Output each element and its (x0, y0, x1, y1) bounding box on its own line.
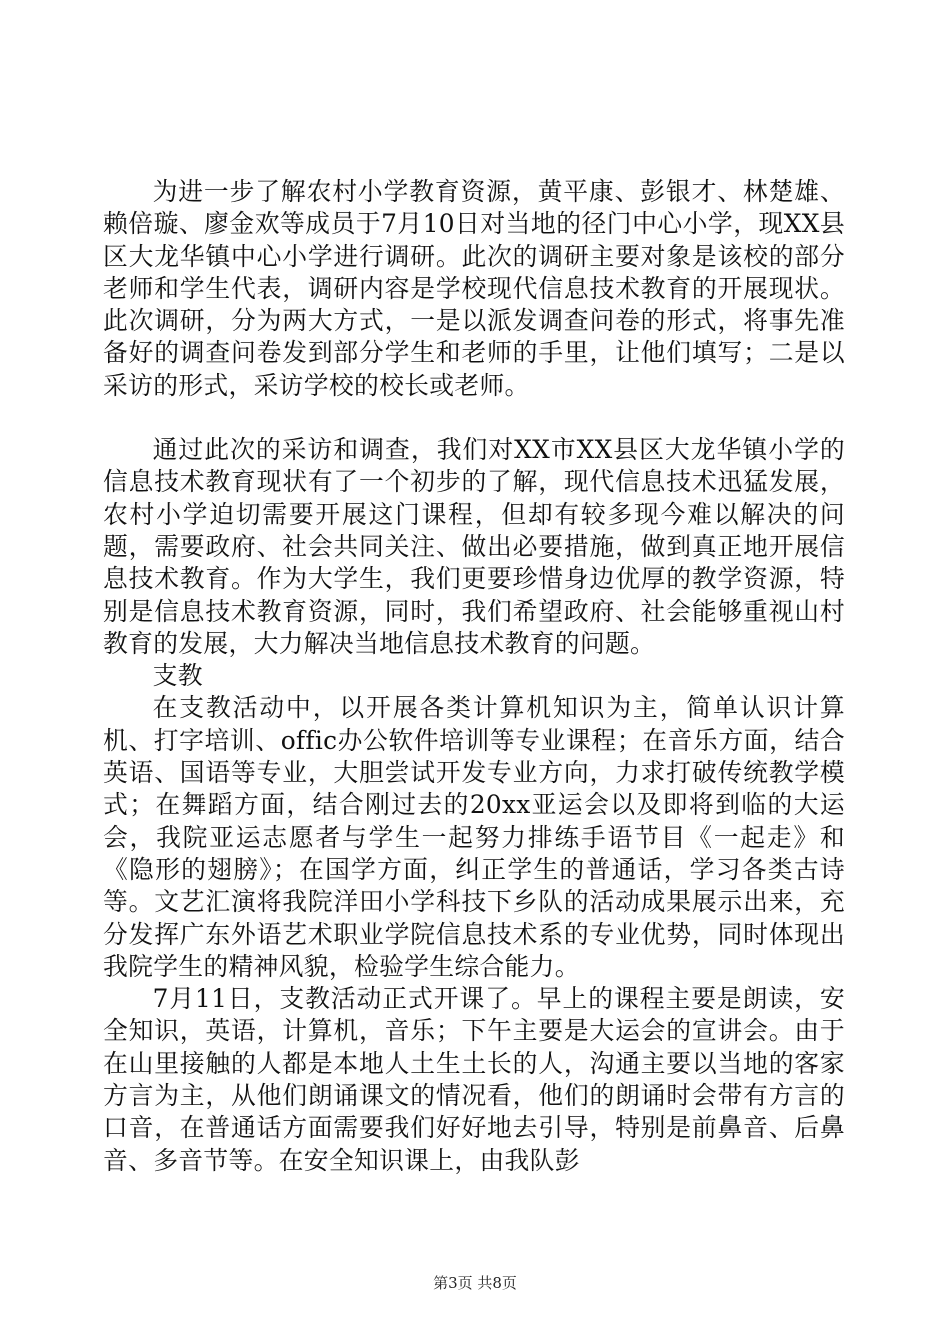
paragraph-first-class-day: 7月11日，支教活动正式开课了。早上的课程主要是朗读，安全知识，英语，计算机，音乐；下午主要是大运会的宣讲会。由于在山里接触的人都是本地人土生土长的人，沟通主要以当地的客家方言为主，从他们朗诵课文的情况看，他们的朗诵时会带有方言的口音，在普通话方面需要我们好好地去引导，特别是前鼻音、后鼻音、多音节等。在安全知识课上，由我队彭 (103, 984, 845, 1175)
section-heading-teaching: 支教 (152, 661, 203, 691)
document-body (103, 176, 845, 1177)
page-number-footer: 第3页 共8页 (433, 1274, 517, 1292)
paragraph-survey-intro: 为进一步了解农村小学教育资源，黄平康、彭银才、林楚雄、赖倍璇、廖金欢等成员于7月10日对当地的径门中心小学，现XX县区大龙华镇中心小学进行调研。此次的调研主要对象是该校的部分老师和学生代表，调研内容是学校现代信息技术教育的开展现状。此次调研，分为两大方式，一是以派发调查问卷的形式，将事先准备好的调查问卷发到部分学生和老师的手里，让他们填写；二是以采访的形式，采访学校的校长或老师。 (103, 177, 845, 400)
paragraph-survey-conclusion: 通过此次的采访和调查，我们对XX市XX县区大龙华镇小学的信息技术教育现状有了一个初步的了解，现代信息技术迅猛发展，农村小学迫切需要开展这门课程，但却有较多现今难以解决的问题，需要政府、社会共同关注、做出必要措施，做到真正地开展信息技术教育。作为大学生，我们更要珍惜身边优厚的教学资源，特别是信息技术教育资源，同时，我们希望政府、社会能够重视山村教育的发展，大力解决当地信息技术教育的问题。 (103, 435, 845, 658)
paragraph-teaching-activities: 在支教活动中，以开展各类计算机知识为主，简单认识计算机、打字培训、offic办公软件培训等专业课程；在音乐方面，结合英语、国语等专业，大胆尝试开发专业方向，力求打破传统教学模式；在舞蹈方面，结合刚过去的20xx亚运会以及即将到临的大运会，我院亚运志愿者与学生一起努力排练手语节目《一起走》和《隐形的翅膀》；在国学方面，纠正学生的普通话，学习各类古诗等。文艺汇演将我院洋田小学科技下乡队的活动成果展示出来，充分发挥广东外语艺术职业学院信息技术系的专业优势，同时体现出我院学生的精神风貌，检验学生综合能力。 (103, 693, 845, 981)
